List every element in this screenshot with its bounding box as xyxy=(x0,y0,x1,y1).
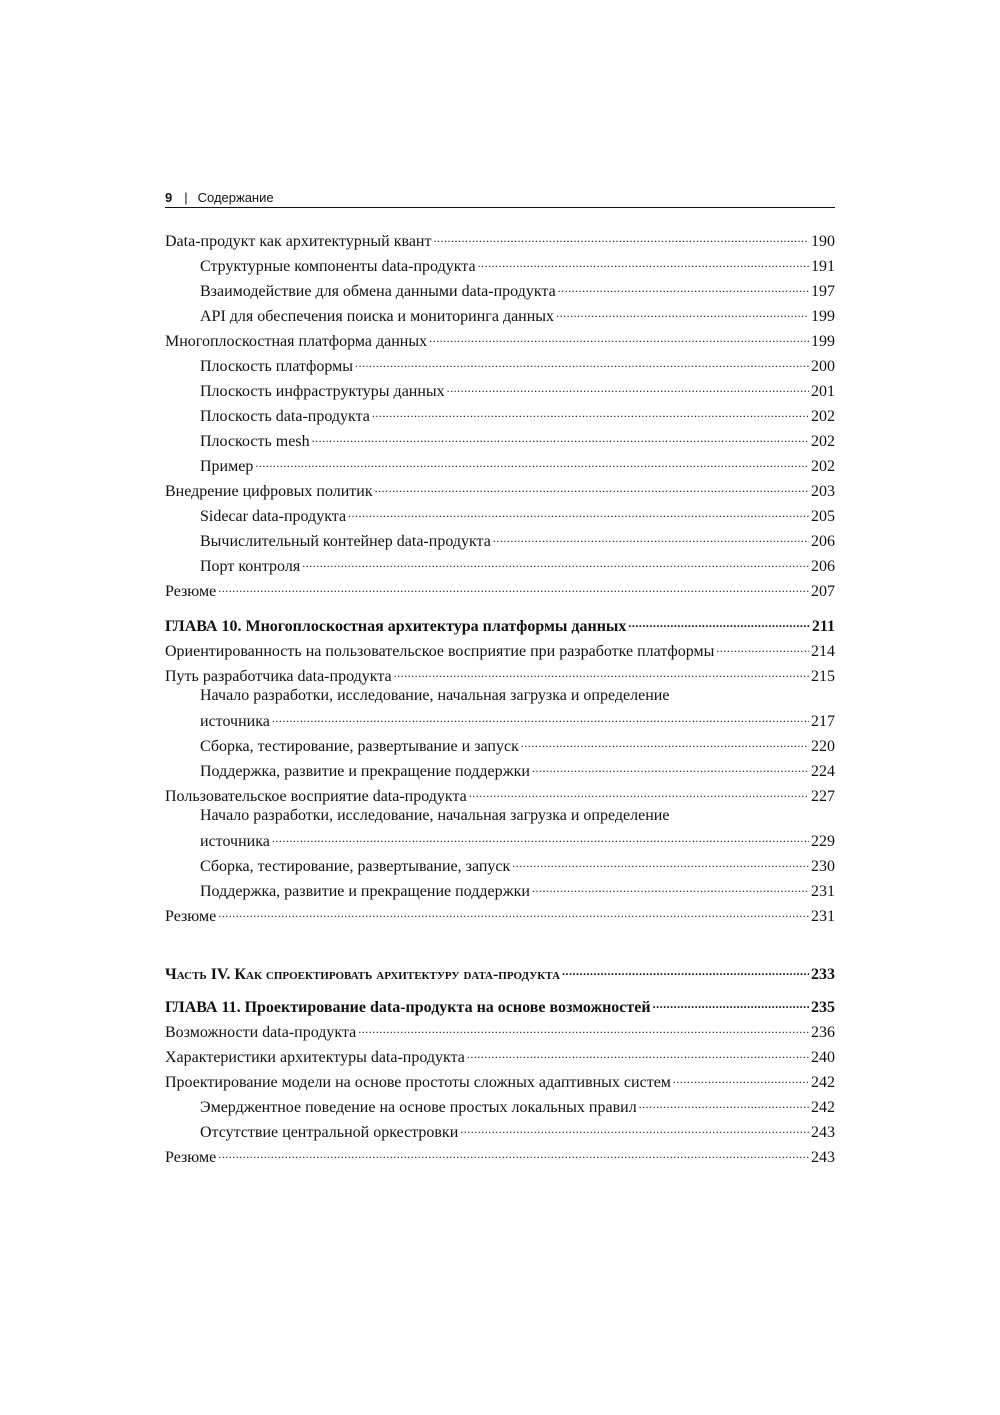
toc-entry: Внедрение цифровых политик ..... 203 xyxy=(165,476,835,501)
toc-entry: Ориентированность на пользовательское восприятие при разработке платформы ..... 214 xyxy=(165,636,835,661)
toc-entry: Sidecar data-продукта ..... 205 xyxy=(165,501,835,526)
page-number: 9 xyxy=(165,190,173,205)
toc-entry: Путь разработчика data-продукта ..... 215 xyxy=(165,661,835,686)
toc-entry: Многоплоскостная платформа данных ..... 199 xyxy=(165,326,835,351)
toc-entry: Эмерджентное поведение на основе простых локальных правил ..... 242 xyxy=(165,1092,835,1117)
toc-entry: Взаимодействие для обмена данными data-продукта ..... 197 xyxy=(165,276,835,301)
toc-entry: Плоскость платформы ..... 200 xyxy=(165,351,835,376)
table-of-contents xyxy=(165,226,835,1167)
toc-entry: Плоскость инфраструктуры данных ..... 201 xyxy=(165,376,835,401)
toc-entry: Резюме ..... 243 xyxy=(165,1142,835,1167)
toc-entry: Порт контроля ..... 206 xyxy=(165,551,835,576)
toc-entry: Пользовательское восприятие data-продукта ..... 227 xyxy=(165,781,835,806)
toc-entry: Резюме ..... 231 xyxy=(165,901,835,926)
toc-entry: Резюме ..... 207 xyxy=(165,576,835,601)
running-header xyxy=(165,186,835,208)
toc-entry: Плоскость mesh ..... 202 xyxy=(165,426,835,451)
toc-entry: Характеристики архитектуры data-продукта ..... 240 xyxy=(165,1042,835,1067)
toc-entry: Отсутствие центральной оркестровки ..... 243 xyxy=(165,1117,835,1142)
document-page xyxy=(165,186,835,1167)
toc-entry: Поддержка, развитие и прекращение поддержки ..... 224 xyxy=(165,756,835,781)
toc-entry: Data-продукт как архитектурный квант ..... 190 xyxy=(165,226,835,251)
toc-entry: Плоскость data-продукта ..... 202 xyxy=(165,401,835,426)
toc-chapter-heading: ГЛАВА 10. Многоплоскостная архитектура платформы данных ..... 211 xyxy=(165,611,835,636)
toc-entry: Структурные компоненты data-продукта ..... 191 xyxy=(165,251,835,276)
toc-entry: API для обеспечения поиска и мониторинга данных ..... 199 xyxy=(165,301,835,326)
toc-entry: Начало разработки, исследование, начальная загрузка и определение источника ..... 217 xyxy=(165,686,835,731)
toc-entry: Сборка, тестирование, развертывание и запуск ..... 220 xyxy=(165,731,835,756)
toc-entry: Сборка, тестирование, развертывание, запуск ..... 230 xyxy=(165,851,835,876)
toc-entry: Начало разработки, исследование, начальная загрузка и определение источника ..... 229 xyxy=(165,806,835,851)
toc-entry: Поддержка, развитие и прекращение поддержки ..... 231 xyxy=(165,876,835,901)
toc-entry: Пример ..... 202 xyxy=(165,451,835,476)
toc-entry: Проектирование модели на основе простоты сложных адаптивных систем ..... 242 xyxy=(165,1067,835,1092)
toc-part-heading: Часть IV. Как спроектировать архитектуру data-продукта ..... 233 xyxy=(165,959,835,984)
toc-entry: Возможности data-продукта ..... 236 xyxy=(165,1017,835,1042)
toc-chapter-heading: ГЛАВА 11. Проектирование data-продукта на основе возможностей ..... 235 xyxy=(165,992,835,1017)
header-title: Содержание xyxy=(197,190,274,205)
toc-entry: Вычислительный контейнер data-продукта ..... 206 xyxy=(165,526,835,551)
header-separator: | xyxy=(184,190,188,205)
